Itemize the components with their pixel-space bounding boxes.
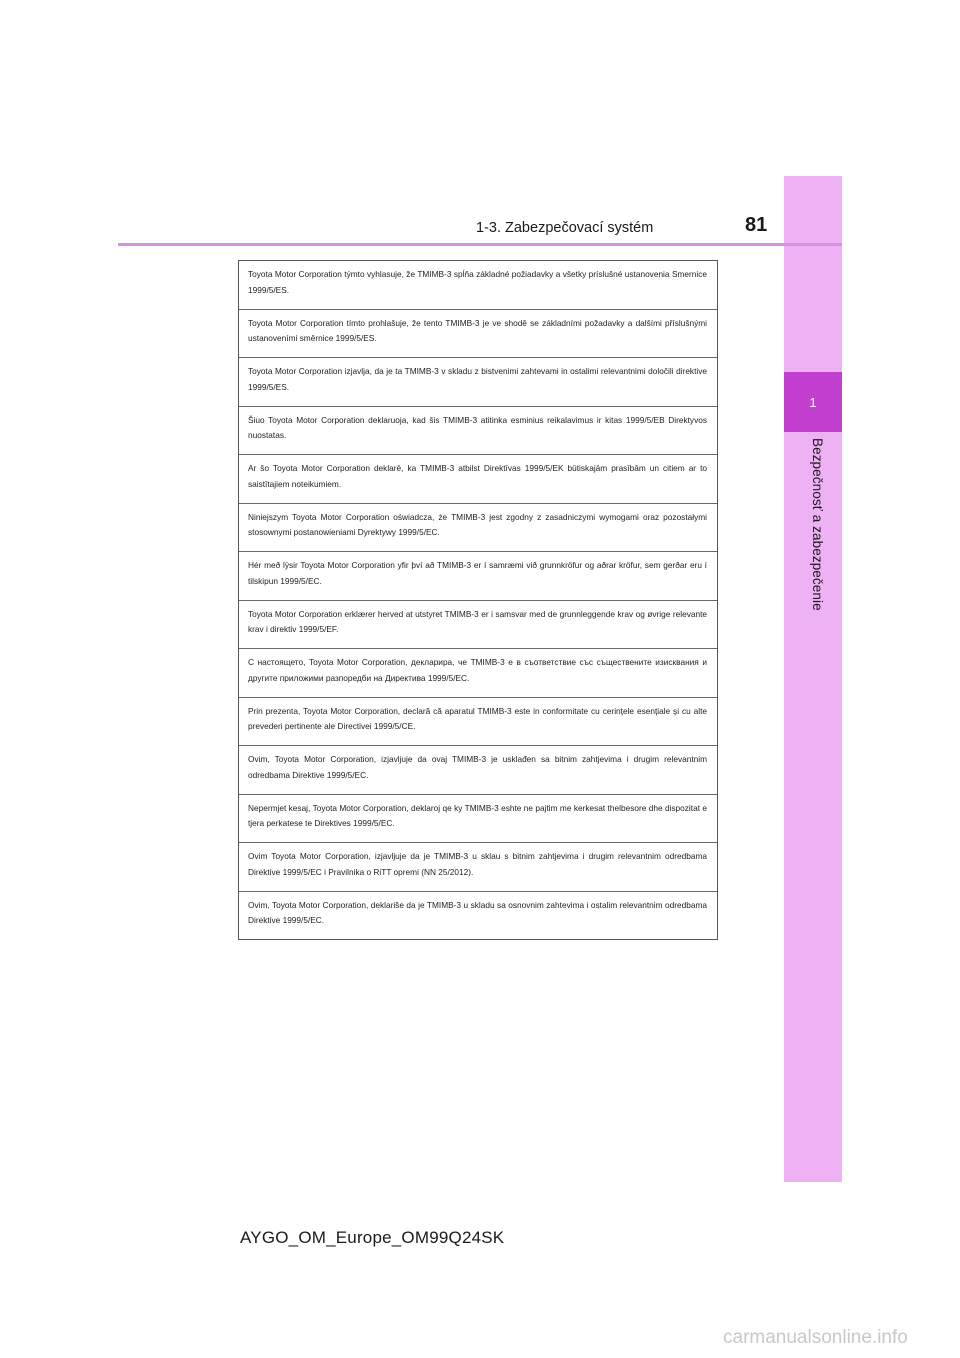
declaration-serbian: Ovim, Toyota Motor Corporation, deklariše da je TMIMB-3 u skladu sa osnovnim zahtevima i ostalim relevantnim odredbama Direktive 1999/5/EC. [248,899,707,925]
document-code: AYGO_OM_Europe_OM99Q24SK [240,1228,505,1247]
header-rule [118,243,842,246]
declaration-norwegian: Toyota Motor Corporation erklærer herved at utstyret TMIMB-3 er i samsvar med de grunnleggende krav og øvrige relevante krav i direktiv 1999/5/EF. [239,601,717,650]
declaration-latvian: Ar šo Toyota Motor Corporation deklarē, ka TMIMB-3 atbilst Direktīvas 1999/5/EK būtiskajām prasībām un citiem ar to saistītajiem noteikumiem. [239,455,717,504]
chapter-title: Bezpečnosť a zabezpečenie [810,438,825,611]
declaration-czech: Toyota Motor Corporation tímto prohlašuje, že tento TMIMB-3 je ve shodě se základními požadavky a dalšími příslušnými ustanoveními směrnice 1999/5/ES. [239,310,717,359]
declaration-icelandic: Hér með lýsir Toyota Motor Corporation yfir því að TMIMB-3 er í samræmi við grunnkröfur og aðrar kröfur, sem gerðar eru í tilskipun 1999/5/EC. [239,552,717,601]
declaration-albanian: Nepermjet kesaj, Toyota Motor Corporation, deklaroj qe ky TMIMB-3 eshte ne pajtim me kerkesat thelbesore dhe dispozitat e tjera perkatese te Direktives 1999/5/EC. [239,795,717,844]
declaration-slovak: Toyota Motor Corporation týmto vyhlasuje, že TMIMB-3 spĺňa základné požiadavky a všetky príslušné ustanovenia Smernice 1999/5/ES. [239,261,717,310]
declaration-polish: Niniejszym Toyota Motor Corporation oświadcza, że TMIMB-3 jest zgodny z zasadniczymi wymogami oraz pozostałymi stosownymi postanowieniami Dyrektywy 1999/5/EC. [239,504,717,553]
declaration-bosnian: Ovim, Toyota Motor Corporation, izjavljuje da ovaj TMIMB-3 je usklađen sa bitnim zahtjevima i drugim relevantnim odredbama Direktive 1999/5/EC. [239,746,717,795]
page-number: 81 [745,214,768,236]
section-title: 1-3. Zabezpečovací systém [476,220,654,236]
declaration-bulgarian: С настоящето, Toyota Motor Corporation, декларира, че TMIMB-3 е в съответствие със съществените изисквания и другите приложими разпоредби на Директива 1999/5/ЕС. [239,649,717,698]
chapter-number: 1 [809,394,817,410]
declaration-croatian: Ovim Toyota Motor Corporation, izjavljuje da je TMIMB-3 u sklau s bitnim zahtjevima i drugim relevantnim odredbama Direktive 1999/5/EC i Pravilnika o RiTT opremi (NN 25/2012). [239,843,717,892]
chapter-number-tab[interactable] [784,372,842,432]
declaration-lithuanian: Šiuo Toyota Motor Corporation deklaruoja, kad šis TMIMB-3 atitinka esminius reikalavimus ir kitas 1999/5/EB Direktyvos nuostatas. [239,407,717,456]
declaration-romanian: Prin prezenta, Toyota Motor Corporation, declară că aparatul TMIMB-3 este in conformitate cu cerințele esențiale și cu alte prevederi pertinente ale Directivei 1999/5/CE. [239,698,717,747]
chapter-side-band [784,176,842,1182]
declaration-table [238,260,718,940]
site-watermark: carmanualsonline.info [723,1327,908,1348]
declaration-slovenian: Toyota Motor Corporation izjavlja, da je ta TMIMB-3 v skladu z bistvenimi zahtevami in ostalimi relevantnimi določili direktive 1999/5/ES. [239,358,717,407]
